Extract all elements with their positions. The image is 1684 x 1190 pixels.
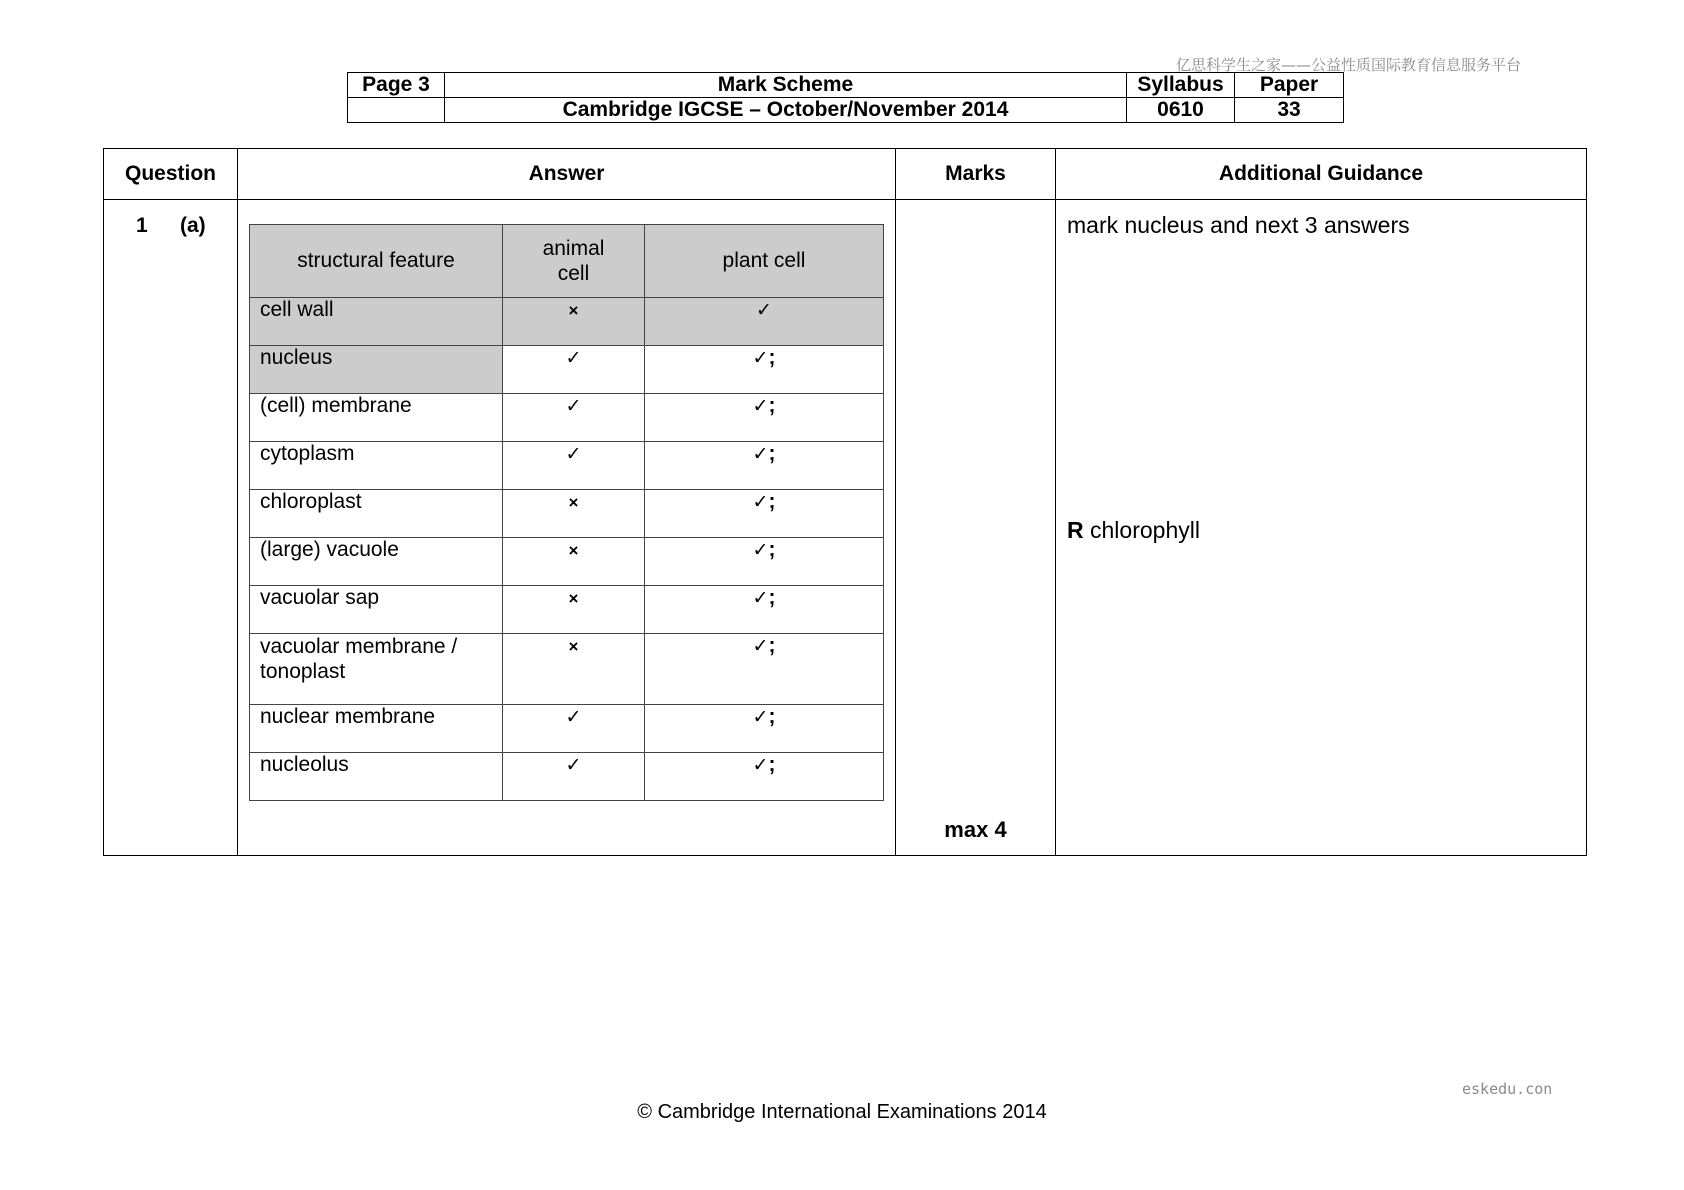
header-subtitle: Cambridge IGCSE – October/November 2014	[445, 98, 1127, 123]
col-header-question: Question	[104, 149, 238, 200]
col-header-marks: Marks	[896, 149, 1056, 200]
feature-cell: (cell) membrane	[250, 394, 503, 442]
table-row	[250, 705, 884, 753]
plant-cell-value: ✓;	[645, 442, 884, 490]
feature-cell: chloroplast	[250, 490, 503, 538]
plant-cell-value: ✓;	[645, 753, 884, 801]
table-row	[250, 586, 884, 634]
feature-cell: cytoplasm	[250, 442, 503, 490]
plant-cell-value: ✓;	[645, 538, 884, 586]
header-title: Mark Scheme	[445, 73, 1127, 98]
animal-cell-value: ×	[503, 586, 645, 634]
animal-cell-value: ✓	[503, 442, 645, 490]
marks-value: max 4	[944, 817, 1007, 842]
feature-cell: nucleolus	[250, 753, 503, 801]
answer-cell	[238, 200, 896, 856]
guidance-note-2: R chlorophyll	[1067, 517, 1200, 543]
animal-cell-value: ✓	[503, 394, 645, 442]
plant-cell-value: ✓;	[645, 490, 884, 538]
inner-header-feature: structural feature	[250, 225, 503, 298]
plant-cell-value: ✓;	[645, 394, 884, 442]
guidance-note-1: mark nucleus and next 3 answers	[1067, 212, 1410, 238]
header-paper-label: Paper	[1235, 73, 1344, 98]
table-row	[250, 298, 884, 346]
plant-cell-value: ✓	[645, 298, 884, 346]
plant-cell-value: ✓;	[645, 586, 884, 634]
marks-cell	[896, 200, 1056, 856]
table-row	[250, 394, 884, 442]
guidance-cell	[1056, 200, 1587, 856]
table-row	[250, 490, 884, 538]
header-paper: 33	[1235, 98, 1344, 123]
inner-header-animal: animal cell	[503, 225, 645, 298]
col-header-answer: Answer	[238, 149, 896, 200]
feature-cell: vacuolar membrane / tonoplast	[250, 634, 503, 705]
animal-cell-value: ✓	[503, 753, 645, 801]
question-number: 1	[136, 214, 148, 237]
table-row	[250, 346, 884, 394]
animal-cell-value: ×	[503, 538, 645, 586]
table-row	[250, 442, 884, 490]
watermark-top: 亿思科学生之家——公益性质国际教育信息服务平台	[1176, 56, 1522, 74]
feature-cell: cell wall	[250, 298, 503, 346]
animal-cell-value: ×	[503, 634, 645, 705]
plant-cell-value: ✓;	[645, 705, 884, 753]
table-row	[250, 538, 884, 586]
header-empty	[348, 98, 445, 123]
question-cell	[104, 200, 238, 856]
header-page: Page 3	[348, 73, 445, 98]
animal-cell-value: ×	[503, 490, 645, 538]
header-box	[347, 72, 1344, 123]
animal-cell-value: ✓	[503, 346, 645, 394]
plant-cell-value: ✓;	[645, 634, 884, 705]
copyright-footer: © Cambridge International Examinations 2014	[637, 1101, 1047, 1123]
col-header-guidance: Additional Guidance	[1056, 149, 1587, 200]
cell-structure-table	[249, 224, 884, 801]
header-syllabus-label: Syllabus	[1127, 73, 1235, 98]
question-part: (a)	[180, 214, 206, 237]
feature-cell: nuclear membrane	[250, 705, 503, 753]
animal-cell-value: ✓	[503, 705, 645, 753]
table-row	[250, 634, 884, 705]
feature-cell: (large) vacuole	[250, 538, 503, 586]
inner-header-plant: plant cell	[645, 225, 884, 298]
feature-cell: vacuolar sap	[250, 586, 503, 634]
table-row	[250, 753, 884, 801]
watermark-bottom: eskedu.con	[1462, 1080, 1553, 1098]
header-syllabus: 0610	[1127, 98, 1235, 123]
mark-scheme-table	[103, 148, 1587, 856]
plant-cell-value: ✓;	[645, 346, 884, 394]
feature-cell: nucleus	[250, 346, 503, 394]
animal-cell-value: ×	[503, 298, 645, 346]
